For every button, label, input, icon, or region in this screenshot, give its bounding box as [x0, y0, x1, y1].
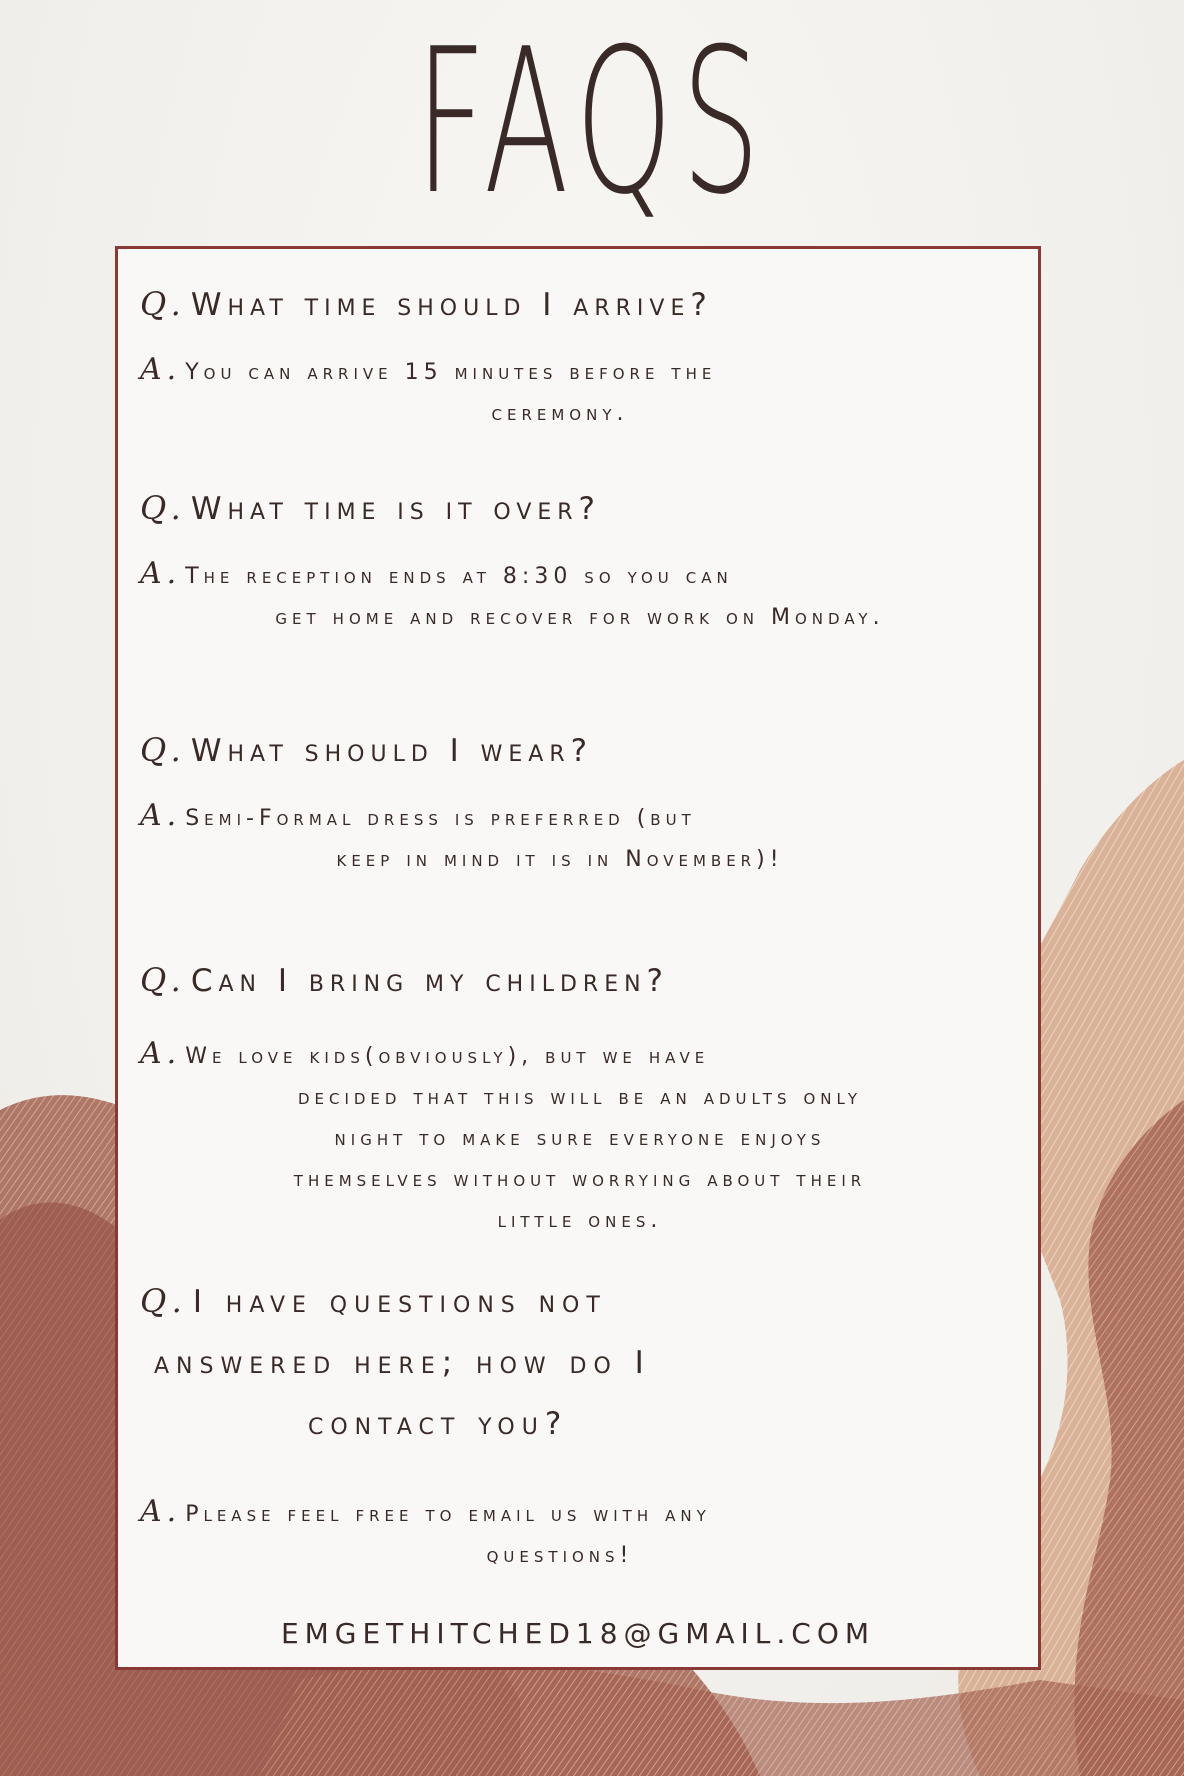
answer-line: You can arrive 15 minutes before the	[185, 360, 717, 385]
answer-line: The reception ends at 8:30 so you can	[185, 564, 733, 589]
answer-line: decided that this will be an adults only	[297, 1085, 863, 1110]
a-mark: A.	[140, 352, 182, 387]
answer-line: little ones.	[497, 1208, 663, 1233]
q-mark: Q.	[140, 285, 187, 323]
answer-line: Semi-Formal dress is preferred (but	[185, 806, 696, 831]
faq-answer-2	[140, 553, 1020, 638]
answer-line: We love kids(obviously), but we have	[185, 1044, 710, 1069]
page-title: FAQS	[415, 6, 769, 239]
answer-line: themselves without worrying about their	[293, 1167, 867, 1192]
q-mark: Q.	[140, 961, 187, 999]
faq-question-5	[140, 1271, 1020, 1455]
answer-line: keep in mind it is in November)!	[336, 847, 784, 872]
question-line: I have questions not	[192, 1284, 607, 1320]
answer-line: questions!	[486, 1543, 634, 1568]
q-mark: Q.	[140, 1282, 189, 1320]
a-mark: A.	[140, 798, 182, 833]
question-text: Can I bring my children?	[190, 963, 670, 999]
q-mark: Q.	[140, 489, 187, 527]
question-line: contact you?	[308, 1406, 569, 1442]
faq-question-4	[140, 961, 1020, 999]
faq-answer-5	[140, 1491, 1020, 1576]
question-text: What time is it over?	[190, 491, 602, 527]
question-text: What time should I arrive?	[190, 287, 713, 323]
faq-answer-1	[140, 349, 1020, 434]
faq-answer-3	[140, 795, 1020, 880]
faq-question-2	[140, 489, 1020, 527]
answer-line: night to make sure everyone enjoys	[334, 1126, 826, 1151]
faq-answer-4	[140, 1033, 1020, 1241]
answer-line: get home and recover for work on Monday.	[275, 605, 885, 630]
contact-email[interactable]: EMGETHITCHED18@GMAIL.COM	[280, 1617, 876, 1650]
answer-line: Please feel free to email us with any	[185, 1502, 711, 1527]
a-mark: A.	[140, 1036, 182, 1071]
answer-line: ceremony.	[491, 401, 629, 426]
question-text: What should I wear?	[190, 733, 594, 769]
a-mark: A.	[140, 556, 182, 591]
faq-question-1	[140, 285, 1020, 323]
faq-panel	[115, 246, 1041, 1670]
a-mark: A.	[140, 1494, 182, 1529]
q-mark: Q.	[140, 731, 187, 769]
faq-question-3	[140, 731, 1020, 769]
question-line: answered here; how do I	[154, 1345, 651, 1381]
